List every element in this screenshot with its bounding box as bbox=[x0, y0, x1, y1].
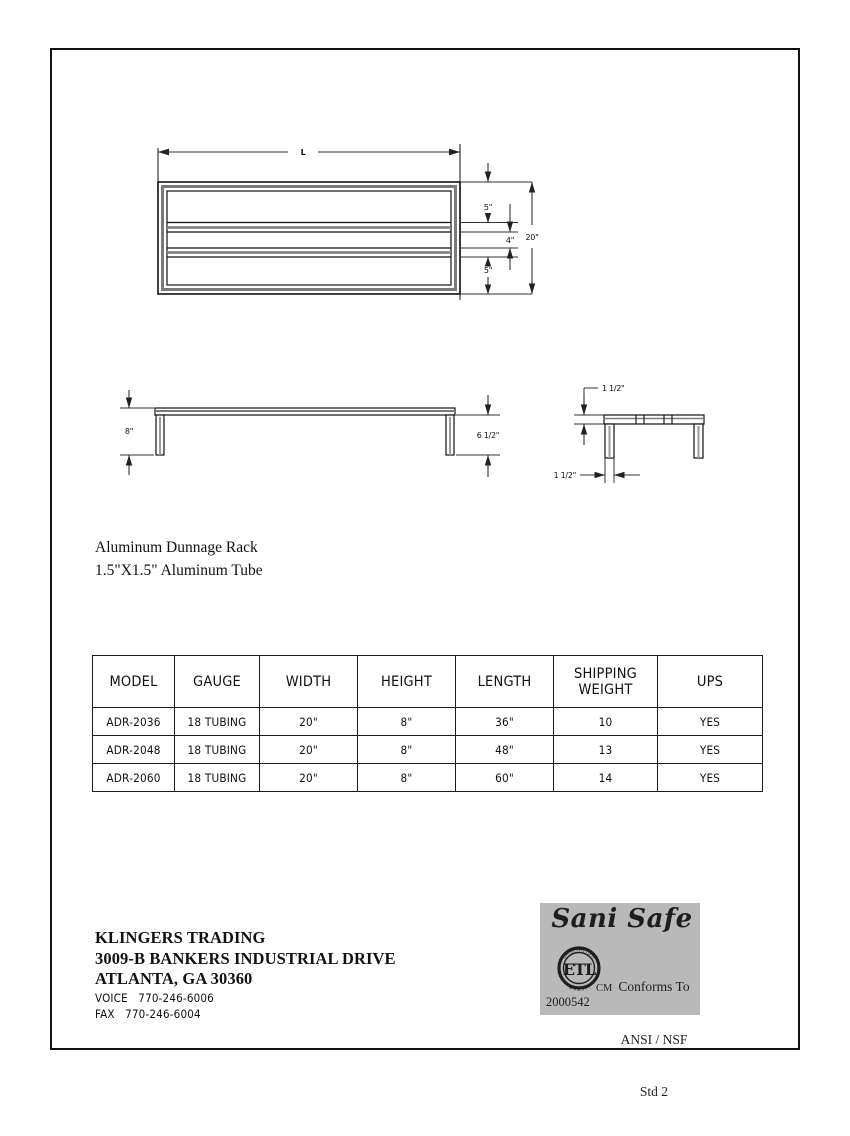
cell-gauge: 18 TUBING bbox=[175, 764, 260, 792]
side-dim-overall-height: 8" bbox=[124, 427, 134, 436]
cell-length: 60" bbox=[456, 764, 554, 792]
end-dim-tube-width: 1 1/2" bbox=[553, 471, 576, 480]
company-info-block bbox=[95, 928, 396, 1022]
cell-gauge: 18 TUBING bbox=[175, 736, 260, 764]
column-header-model: MODEL bbox=[93, 656, 175, 708]
plan-dim-top-band: 5" bbox=[483, 203, 493, 212]
svg-text:ETL: ETL bbox=[562, 960, 596, 979]
table-row bbox=[93, 708, 763, 736]
cert-conforms-line-3: Std 2 bbox=[639, 1084, 669, 1099]
side-elevation-drawing bbox=[110, 385, 520, 495]
cell-width: 20" bbox=[260, 736, 358, 764]
cell-height: 8" bbox=[358, 708, 456, 736]
cell-length: 36" bbox=[456, 708, 554, 736]
cell-shipping-weight: 13 bbox=[554, 736, 658, 764]
cert-number: 2000542 bbox=[546, 995, 590, 1009]
cell-shipping-weight: 14 bbox=[554, 764, 658, 792]
product-name: Aluminum Dunnage Rack bbox=[95, 539, 258, 556]
svg-text:SANITATION: SANITATION bbox=[561, 946, 597, 961]
sani-safe-brand: Sani Safe bbox=[551, 904, 693, 934]
column-header-ups: UPS bbox=[658, 656, 763, 708]
end-dim-tube-height: 1 1/2" bbox=[602, 384, 625, 393]
column-header-length: LENGTH bbox=[456, 656, 554, 708]
company-voice-phone: VOICE 770-246-6006 bbox=[95, 990, 214, 1005]
table-row bbox=[93, 736, 763, 764]
cell-model: ADR-2060 bbox=[93, 764, 175, 792]
product-material: 1.5"X1.5" Aluminum Tube bbox=[95, 562, 263, 579]
shipping-weight-line-1: SHIPPING bbox=[574, 665, 637, 682]
side-dim-leg-height: 6 1/2" bbox=[476, 431, 500, 440]
company-city-state-zip: ATLANTA, GA 30360 bbox=[95, 969, 253, 988]
plan-length-label: L bbox=[300, 148, 306, 157]
cell-width: 20" bbox=[260, 708, 358, 736]
cell-gauge: 18 TUBING bbox=[175, 708, 260, 736]
column-header-gauge: GAUGE bbox=[175, 656, 260, 708]
product-description bbox=[95, 536, 263, 582]
cell-ups: YES bbox=[658, 736, 763, 764]
plan-dim-bottom-band: 5" bbox=[483, 266, 493, 275]
cell-shipping-weight: 10 bbox=[554, 708, 658, 736]
plan-view-drawing bbox=[140, 130, 560, 315]
table-header-row bbox=[93, 656, 763, 708]
company-name: KLINGERS TRADING bbox=[95, 928, 266, 947]
cell-height: 8" bbox=[358, 764, 456, 792]
cell-ups: YES bbox=[658, 708, 763, 736]
plan-dim-middle-band: 4" bbox=[505, 236, 515, 245]
column-header-shipping-weight bbox=[554, 656, 658, 708]
table-row bbox=[93, 764, 763, 792]
specification-table bbox=[92, 655, 763, 792]
column-header-width: WIDTH bbox=[260, 656, 358, 708]
cert-conforms-text bbox=[610, 943, 698, 1136]
cell-model: ADR-2048 bbox=[93, 736, 175, 764]
cert-conforms-line-2: ANSI / NSF bbox=[620, 1031, 688, 1047]
cell-model: ADR-2036 bbox=[93, 708, 175, 736]
end-elevation-drawing bbox=[540, 375, 740, 495]
cell-width: 20" bbox=[260, 764, 358, 792]
cell-height: 8" bbox=[358, 736, 456, 764]
company-fax-number: FAX 770-246-6004 bbox=[95, 1006, 201, 1021]
svg-text:LISTED: LISTED bbox=[567, 982, 591, 992]
cell-ups: YES bbox=[658, 764, 763, 792]
cell-length: 48" bbox=[456, 736, 554, 764]
cert-mark-suffix: CM bbox=[596, 983, 613, 994]
column-header-height: HEIGHT bbox=[358, 656, 456, 708]
certification-logo bbox=[540, 903, 700, 1099]
cert-conforms-line-1: Conforms To bbox=[618, 979, 690, 994]
company-address: 3009-B BANKERS INDUSTRIAL DRIVE bbox=[95, 948, 396, 968]
plan-dim-overall-width: 20" bbox=[525, 233, 539, 242]
shipping-weight-line-2: WEIGHT bbox=[578, 681, 633, 698]
